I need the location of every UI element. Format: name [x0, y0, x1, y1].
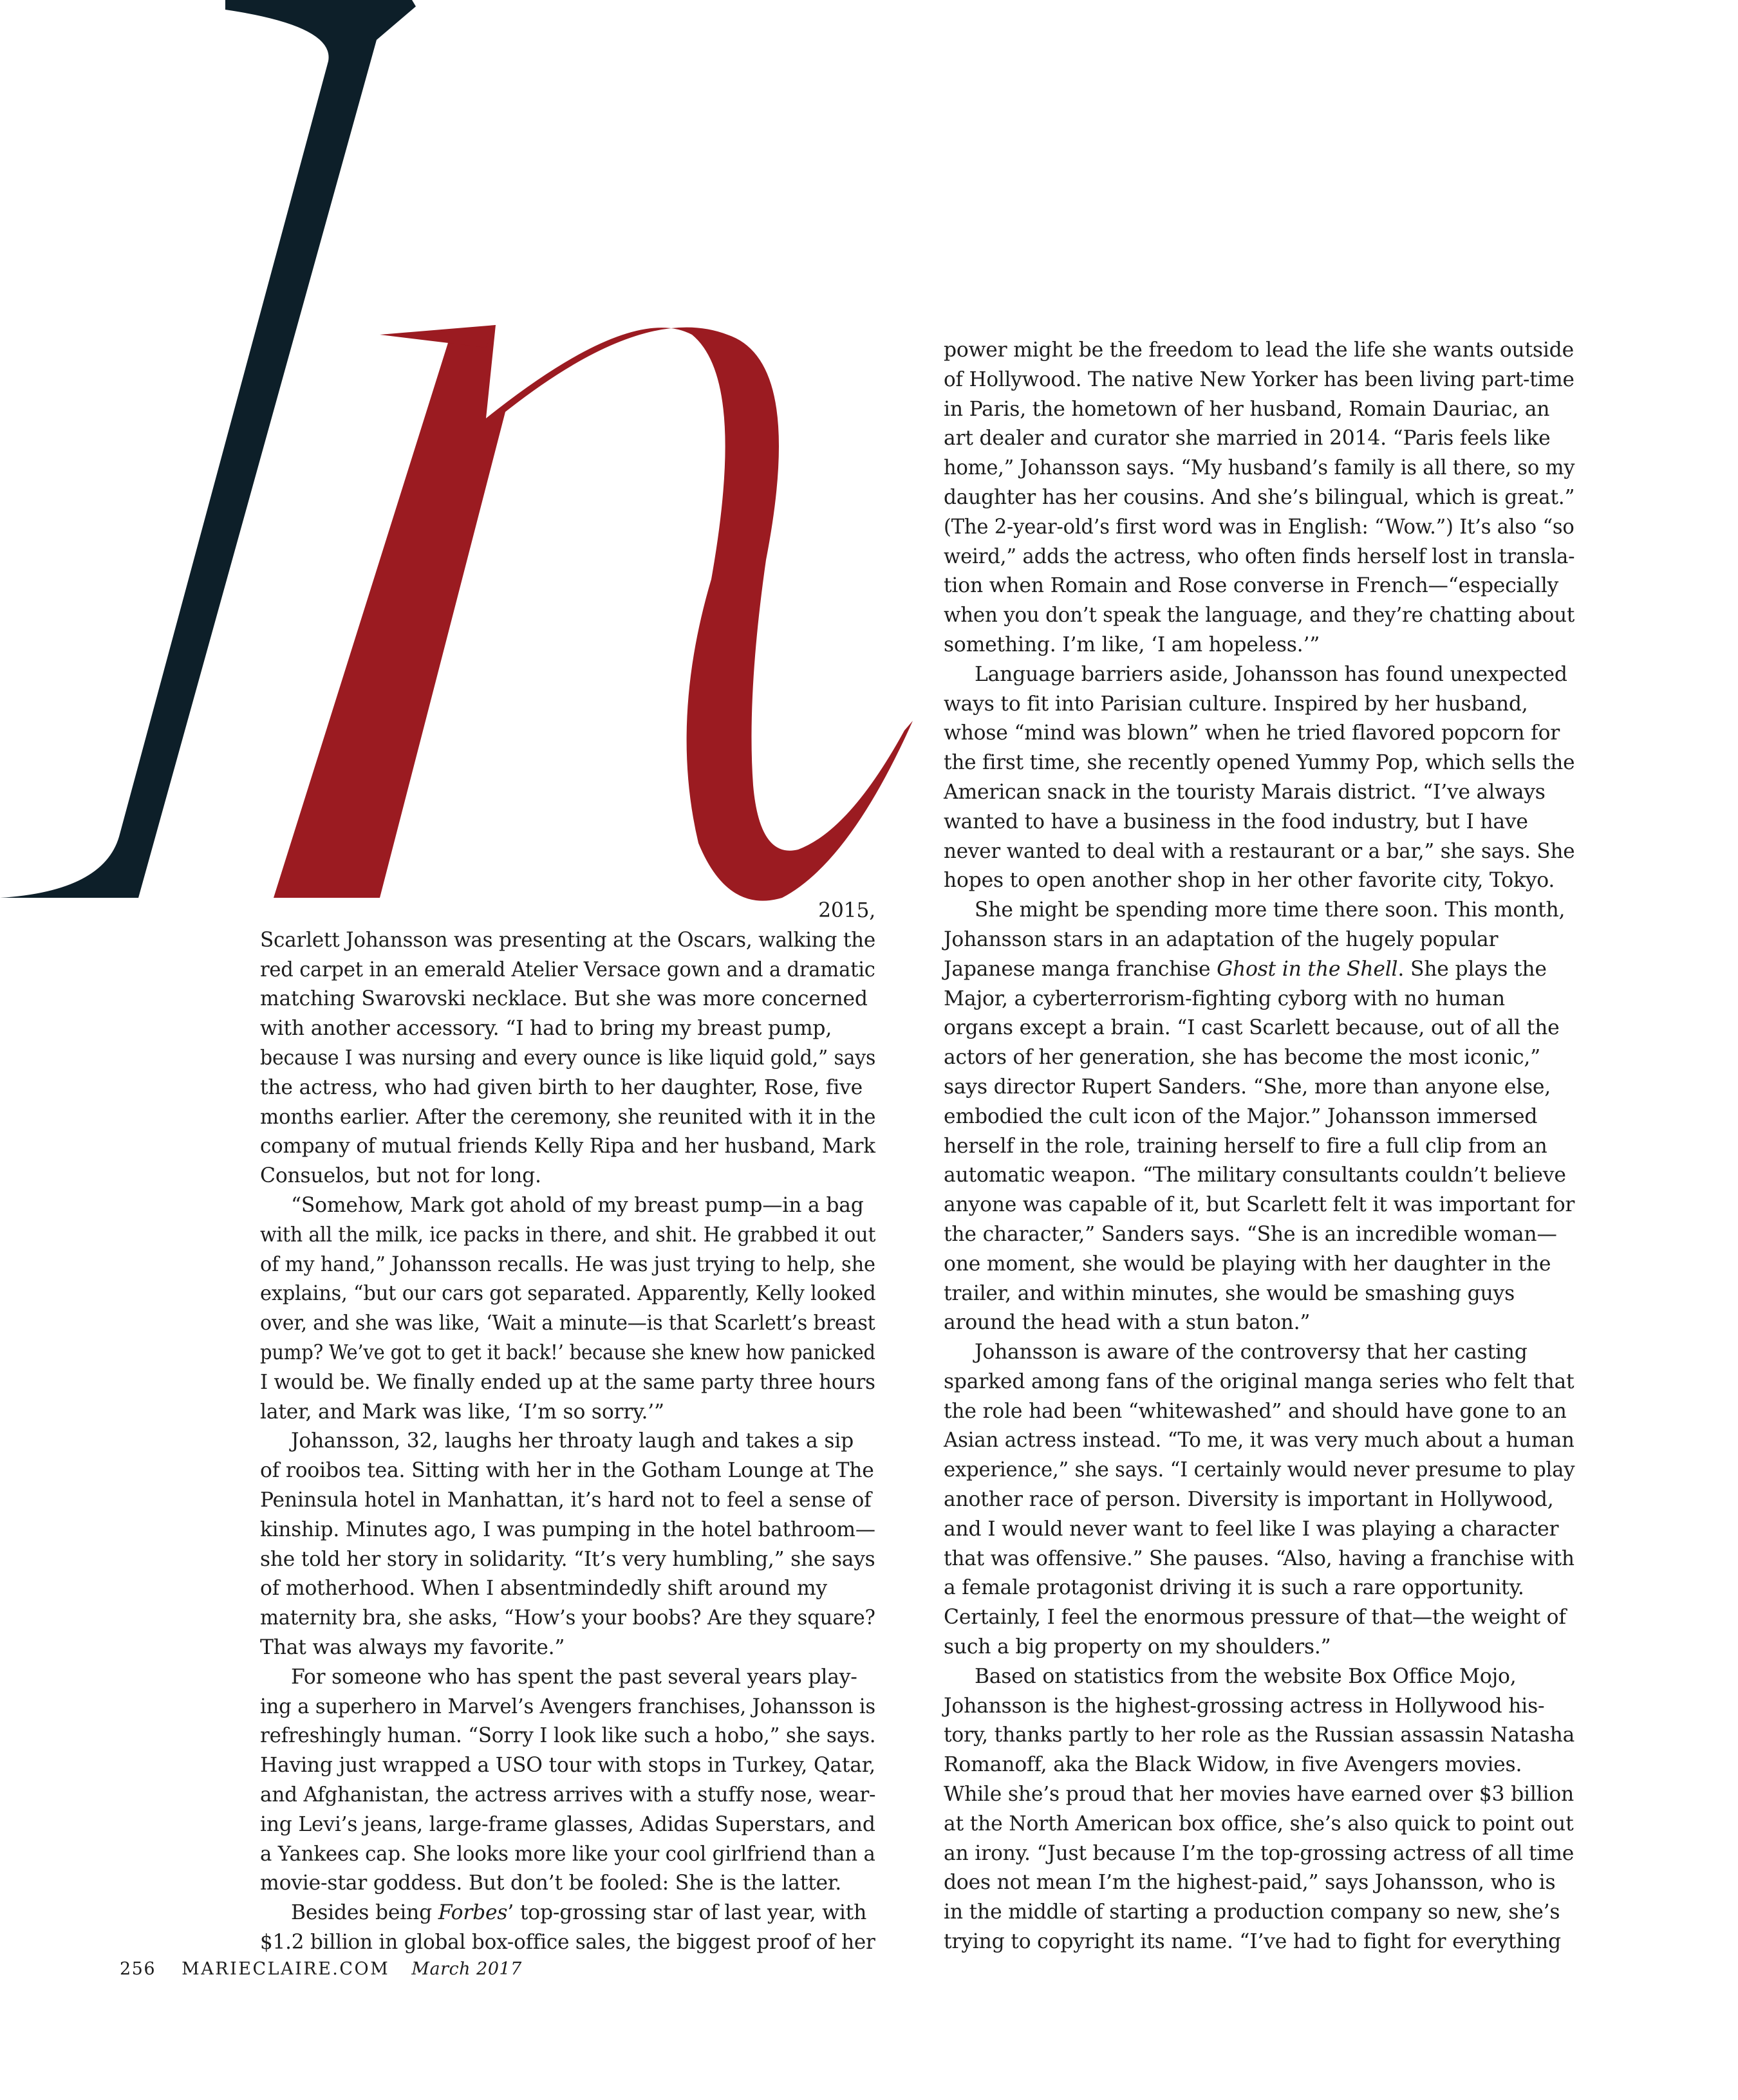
text-line: Scarlett Johansson was presenting at the Oscars, walking the: [260, 928, 876, 952]
text-line: movie-star goddess. But don’t be fooled: She is the latter.: [260, 1872, 842, 1895]
text-line: of my hand,” Johansson recalls. He was just trying to help, she: [260, 1252, 875, 1276]
text-line: an irony. “Just because I’m the top-grossing actress of all time: [944, 1841, 1574, 1865]
text-line: with another accessory. “I had to bring my breast pump,: [260, 1017, 832, 1041]
text-line: with all the milk, ice packs in there, and shit. He grabbed it out: [260, 1223, 876, 1247]
text-line: She might be spending more time there soon. This month,: [975, 898, 1565, 922]
text-line: refreshingly human. “Sorry I look like such a hobo,” she says.: [260, 1724, 876, 1748]
text-line: Based on statistics from the website Box Office Mojo,: [975, 1664, 1517, 1688]
text-line: company of mutual friends Kelly Ripa and her husband, Mark: [260, 1135, 875, 1158]
text-line: daughter has her cousins. And she’s bilingual, which is great.”: [944, 485, 1575, 509]
article-column-1: [260, 897, 875, 1958]
text-line: anyone was capable of it, but Scarlett felt it was important for: [944, 1193, 1575, 1217]
text-line: the character,” Sanders says. “She is an incredible woman—: [944, 1222, 1557, 1246]
text-line: herself in the role, training herself to fire a full clip from an: [944, 1134, 1547, 1158]
text-line: Asian actress instead. “To me, it was very much about a human: [944, 1429, 1574, 1453]
text-line: home,” Johansson says. “My husband’s family is all there, so my: [944, 456, 1575, 480]
text-line: ing a superhero in Marvel’s Avengers franchises, Johansson is: [260, 1695, 875, 1718]
text-line: that was offensive.” She pauses. “Also, having a franchise with: [944, 1547, 1574, 1570]
text-line: and I would never want to feel like I was playing a character: [944, 1517, 1559, 1541]
text-line: and Afghanistan, the actress arrives with a stuffy nose, wear-: [260, 1783, 876, 1807]
text-line: says director Rupert Sanders. “She, more than anyone else,: [944, 1075, 1551, 1099]
text-line: in Paris, the hometown of her husband, Romain Dauriac, an: [944, 397, 1550, 421]
text-line: the role had been “whitewashed” and should have gone to an: [944, 1399, 1567, 1423]
text-line: hopes to open another shop in her other favorite city, Tokyo.: [944, 869, 1555, 893]
text-line: That was always my favorite.”: [260, 1635, 565, 1659]
text-line: art dealer and curator she married in 2014. “Paris feels like: [944, 427, 1551, 451]
text-line: explains, “but our cars got separated. Apparently, Kelly looked: [260, 1282, 876, 1306]
text-line: of motherhood. When I absentmindedly shift around my: [260, 1577, 827, 1601]
text-line: Japanese manga franchise Ghost in the Shell. She plays the: [944, 957, 1547, 981]
text-line: such a big property on my shoulders.”: [944, 1635, 1331, 1659]
text-line: $1.2 billion in global box-office sales, the biggest proof of her: [260, 1930, 875, 1954]
text-line: a female protagonist driving it is such a rare opportunity.: [944, 1576, 1524, 1600]
text-line: over, and she was like, ‘Wait a minute—is that Scarlett’s breast: [260, 1312, 875, 1335]
text-line: red carpet in an emerald Atelier Versace gown and a dramatic: [260, 958, 875, 981]
text-line: Consuelos, but not for long.: [260, 1164, 541, 1188]
text-line: Peninsula hotel in Manhattan, it’s hard not to feel a sense of: [260, 1488, 872, 1512]
text-line: the actress, who had given birth to her daughter, Rose, five: [260, 1075, 863, 1099]
text-line: Johansson is aware of the controversy that her casting: [975, 1341, 1528, 1364]
text-line: Johansson, 32, laughs her throaty laugh and takes a sip: [291, 1429, 854, 1453]
text-line: pump? We’ve got to get it back!’ because she knew how panicked: [260, 1341, 875, 1364]
text-line: something. I’m like, ‘I am hopeless.’”: [944, 633, 1320, 656]
text-line: whose “mind was blown” when he tried flavored popcorn for: [944, 721, 1560, 745]
text-line: one moment, she would be playing with her daughter in the: [944, 1252, 1551, 1276]
text-line: 2015,: [818, 899, 875, 922]
text-line: months earlier. After the ceremony, she reunited with it in the: [260, 1105, 876, 1129]
text-line: maternity bra, she asks, “How’s your boobs? Are they square?: [260, 1606, 875, 1630]
text-line: around the head with a stun baton.”: [944, 1311, 1311, 1335]
text-line: Johansson stars in an adaptation of the hugely popular: [944, 927, 1499, 951]
text-line: when you don’t speak the language, and they’re chatting about: [944, 604, 1575, 627]
text-line: embodied the cult icon of the Major.” Johansson immersed: [944, 1104, 1538, 1128]
text-line: of rooibos tea. Sitting with her in the Gotham Lounge at The: [260, 1459, 874, 1483]
text-line: she told her story in solidarity. “It’s very humbling,” she says: [260, 1547, 875, 1571]
text-line: While she’s proud that her movies have earned over $3 billion: [944, 1783, 1574, 1807]
issue-date: March 2017: [411, 1959, 522, 1979]
text-line: organs except a brain. “I cast Scarlett because, out of all the: [944, 1016, 1560, 1040]
text-line: because I was nursing and every ounce is like liquid gold,” says: [260, 1046, 876, 1070]
text-line: the first time, she recently opened Yummy Pop, which sells the: [944, 751, 1575, 775]
drop-cap-in: [0, 0, 914, 914]
text-line: Having just wrapped a USO tour with stops in Turkey, Qatar,: [260, 1754, 875, 1778]
text-line: ways to fit into Parisian culture. Inspired by her husband,: [944, 692, 1528, 716]
text-line: experience,” she says. “I certainly would never presume to play: [944, 1458, 1575, 1482]
text-line: I would be. We finally ended up at the same party three hours: [260, 1370, 875, 1394]
text-line: kinship. Minutes ago, I was pumping in the hotel bathroom—: [260, 1518, 875, 1541]
text-line: power might be the freedom to lead the life she wants outside: [944, 339, 1574, 362]
text-line: sparked among fans of the original manga series who felt that: [944, 1370, 1574, 1393]
text-line: weird,” adds the actress, who often finds herself lost in transla-: [944, 544, 1575, 568]
text-line: a Yankees cap. She looks more like your cool girlfriend than a: [260, 1842, 875, 1866]
text-line: in the middle of starting a production company so new, she’s: [944, 1900, 1560, 1924]
text-line: (The 2-year-old’s first word was in English: “Wow.”) It’s also “so: [944, 515, 1574, 539]
page-number: 256: [120, 1959, 156, 1979]
text-line: American snack in the touristy Marais district. “I’ve always: [944, 780, 1546, 804]
text-line: For someone who has spent the past several years play-: [291, 1665, 857, 1689]
text-line: trying to copyright its name. “I’ve had to fight for everything: [944, 1930, 1561, 1954]
text-line: Johansson is the highest-grossing actress in Hollywood his-: [944, 1694, 1545, 1718]
site-name: MARIECLAIRE.COM: [182, 1959, 390, 1979]
text-line: Language barriers aside, Johansson has found unexpected: [975, 662, 1567, 686]
text-line: automatic weapon. “The military consultants couldn’t believe: [944, 1164, 1566, 1187]
text-line: trailer, and within minutes, she would be smashing guys: [944, 1281, 1515, 1305]
page-footer: [120, 1959, 522, 1979]
text-line: of Hollywood. The native New Yorker has been living part-time: [944, 367, 1574, 391]
text-line: tion when Romain and Rose converse in French—“especially: [944, 574, 1559, 598]
text-line: Besides being Forbes’ top-grossing star of last year, with: [291, 1901, 867, 1925]
text-line: later, and Mark was like, ‘I’m so sorry.’”: [260, 1400, 664, 1424]
text-line: another race of person. Diversity is important in Hollywood,: [944, 1488, 1554, 1512]
text-line: never wanted to deal with a restaurant or a bar,” she says. She: [944, 839, 1575, 863]
text-line: Major, a cyberterrorism-fighting cyborg with no human: [944, 987, 1505, 1010]
text-line: tory, thanks partly to her role as the Russian assassin Natasha: [944, 1724, 1575, 1747]
text-line: wanted to have a business in the food industry, but I have: [944, 810, 1528, 833]
text-line: “Somehow, Mark got ahold of my breast pump—in a bag: [291, 1193, 864, 1217]
text-line: matching Swarovski necklace. But she was more concerned: [260, 987, 868, 1011]
text-line: Romanoff, aka the Black Widow, in five Avengers movies.: [944, 1753, 1522, 1777]
article-column-2: [944, 336, 1574, 1957]
text-line: at the North American box office, she’s also quick to point out: [944, 1812, 1574, 1835]
drop-cap-letter-n: [274, 325, 913, 901]
text-line: actors of her generation, she has become the most iconic,”: [944, 1046, 1540, 1070]
text-line: Certainly, I feel the enormous pressure of that—the weight of: [944, 1606, 1566, 1630]
text-line: does not mean I’m the highest-paid,” says Johansson, who is: [944, 1871, 1556, 1895]
text-line: ing Levi’s jeans, large-frame glasses, Adidas Superstars, and: [260, 1812, 875, 1836]
